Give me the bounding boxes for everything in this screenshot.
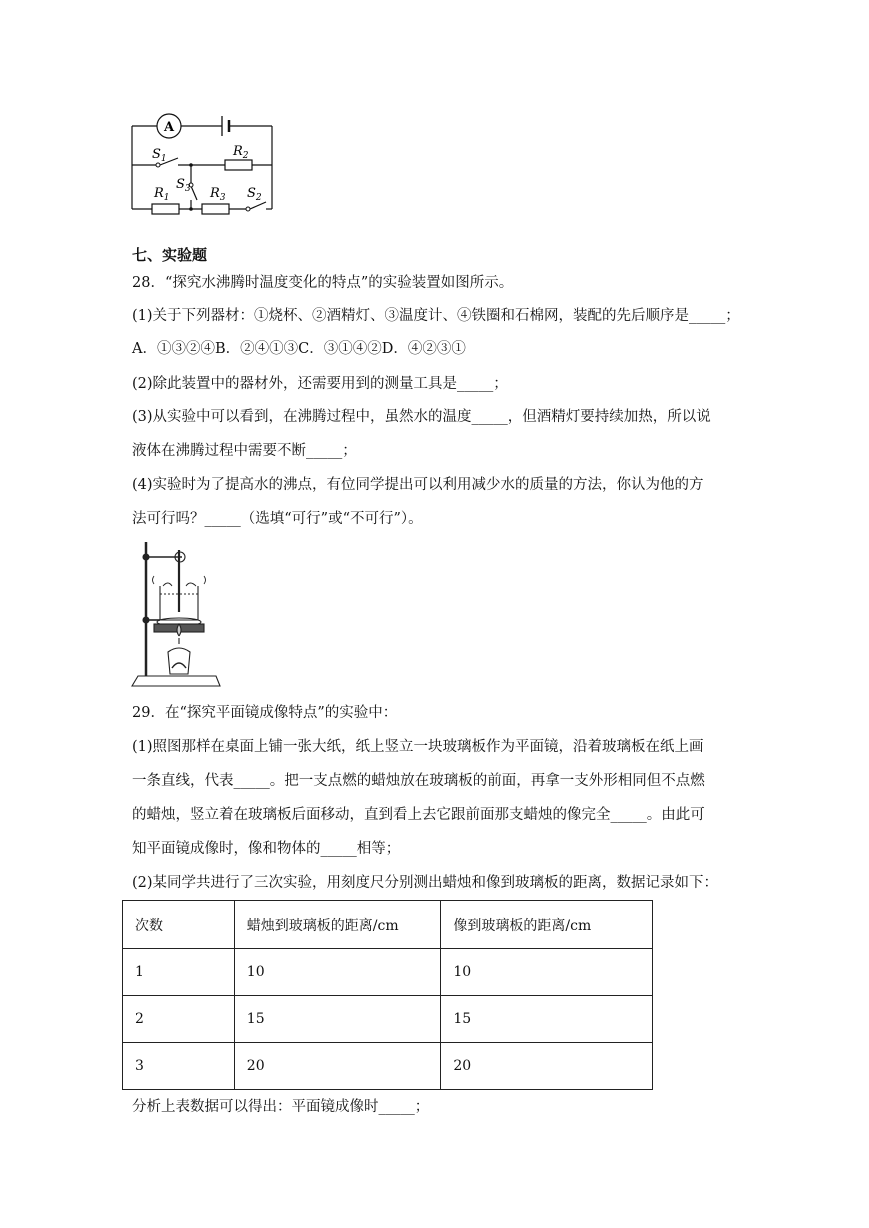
table-row (123, 996, 653, 1043)
q29-part2: (2)某同学共进行了三次实验，用刻度尺分别测出蜡烛和像到玻璃板的距离，数据记录如下： (132, 875, 719, 891)
q28-part1-options: A．①③②④B．②④①③C．③①④②D．④②③① (132, 341, 466, 357)
label-r1: $R_1$ (154, 186, 170, 203)
q29-stem: 29．在“探究平面镜成像特点”的实验中： (132, 705, 398, 721)
circuit-diagram (130, 108, 280, 218)
table-row (123, 1043, 653, 1090)
table-header-cell: 次数 (123, 901, 235, 949)
table-header-cell: 蜡烛到玻璃板的距离/cm (234, 901, 441, 949)
q28-stem: 28．“探究水沸腾时温度变化的特点”的实验装置如图所示。 (132, 275, 514, 291)
q28-part3-line1: (3)从实验中可以看到，在沸腾过程中，虽然水的温度_____，但酒精灯要持续加热，所以说 (132, 409, 711, 425)
table-cell: 10 (441, 949, 653, 996)
q28-part3-line2: 液体在沸腾过程中需要不断_____； (132, 443, 357, 459)
q28-part1: (1)关于下列器材：①烧杯、②酒精灯、③温度计、④铁圈和石棉网，装配的先后顺序是_____； (132, 308, 740, 324)
table-cell: 20 (441, 1043, 653, 1090)
label-s2: $S_2$ (247, 186, 262, 203)
q29-part1-line2: 一条直线，代表_____。把一支点燃的蜡烛放在玻璃板的前面，再拿一支外形相同但不点燃 (132, 773, 705, 789)
q28-part4-line1: (4)实验时为了提高水的沸点，有位同学提出可以利用减少水的质量的方法，你认为他的方 (132, 477, 704, 493)
table-header-cell: 像到玻璃板的距离/cm (441, 901, 653, 949)
label-r2: $R_2$ (233, 144, 249, 161)
table-header-row (123, 901, 653, 949)
q28-part4-line2: 法可行吗？_____（选填“可行”或“不可行”）。 (132, 511, 423, 527)
q29-conclusion: 分析上表数据可以得出：平面镜成像时_____； (132, 1099, 430, 1115)
table-cell: 10 (234, 949, 441, 996)
q28-part2: (2)除此装置中的器材外，还需要用到的测量工具是_____； (132, 376, 508, 392)
table-cell: 15 (234, 996, 441, 1043)
table-cell: 1 (123, 949, 235, 996)
q29-part1-line1: (1)照图那样在桌面上铺一张大纸，纸上竖立一块玻璃板作为平面镜，沿着玻璃板在纸上画 (132, 739, 704, 755)
boiling-apparatus-figure (130, 540, 222, 695)
label-r3: $R_3$ (210, 186, 226, 203)
table-cell: 20 (234, 1043, 441, 1090)
label-s1: $S_1$ (152, 147, 167, 164)
ammeter-label: A (163, 120, 175, 135)
data-table (122, 900, 653, 1090)
table-cell: 2 (123, 996, 235, 1043)
table-cell: 3 (123, 1043, 235, 1090)
section-title: 七、实验题 (132, 246, 208, 264)
label-s3: $S_3$ (176, 177, 191, 194)
q29-part1-line4: 知平面镜成像时，像和物体的_____相等； (132, 841, 401, 857)
table-row (123, 949, 653, 996)
table-cell: 15 (441, 996, 653, 1043)
q29-part1-line3: 的蜡烛，竖立着在玻璃板后面移动，直到看上去它跟前面那支蜡烛的像完全_____。由此可 (132, 807, 705, 823)
